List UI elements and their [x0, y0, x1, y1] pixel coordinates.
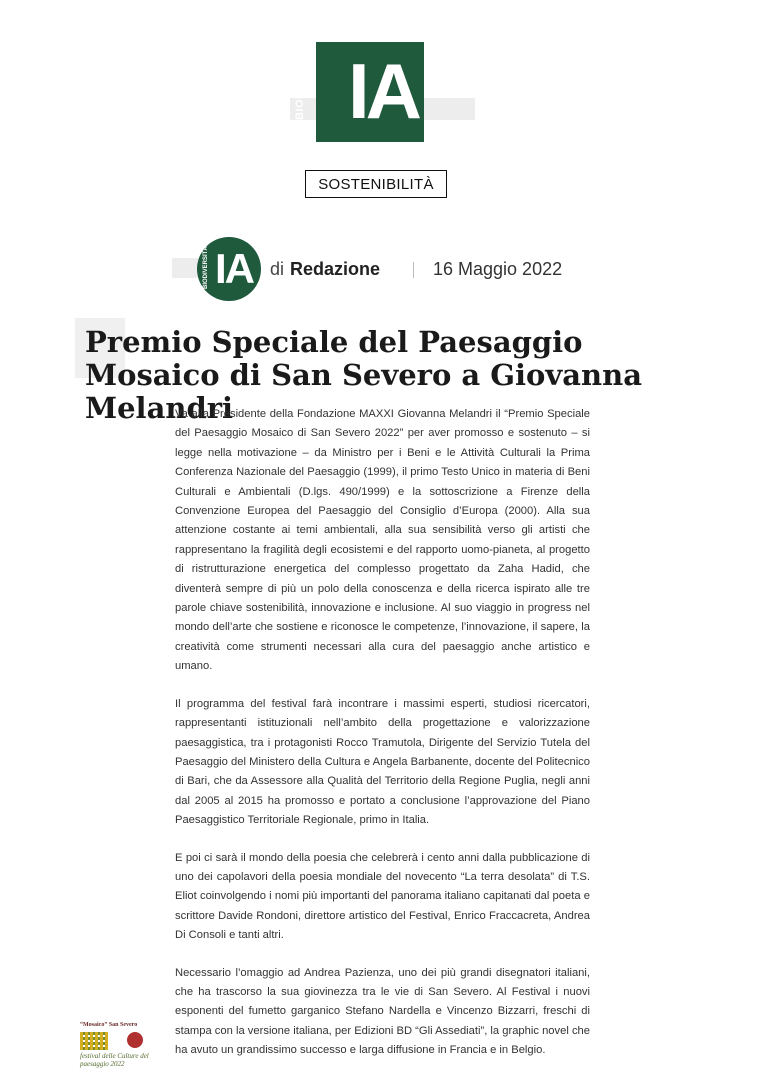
article-paragraph: Necessario l’omaggio ad Andrea Pazienza, uno dei più grandi disegnatori italiani, che ha trascorso la sua giovinezza tra le vie di San Severo. Al Festival i nuovi esponenti del fumetto garganico Stefano Nardella e Vincenzo Bizzarri, freschi di stampa con la versione italiana, per Edizioni BD “Gli Assediati”, la graphic novel che ha avuto un grandissimo successo e larga diffusione in Francia e in Belgio.: [175, 966, 590, 1057]
logo-vertical-text: BIODIVERSITÀ: [294, 35, 306, 120]
author-avatar[interactable]: [197, 237, 261, 301]
article-paragraph: Il programma del festival farà incontrare i massimi esperti, studiosi ricercatori, rappresentanti istituzionali nell’ambito della progettazione e valorizzazione paesaggistica, tra i protagonisti Rocco Tramutola, Dirigente del Servizio Tutela del Paesaggio del Ministero della Cultura e Angela Barbanente, docente del Politecnico di Bari, che da Assessore alla Qualità del Territorio della Regione Puglia, negli anni dal 2005 al 2015 ha promosso e portato a conclusione l’approvazione del Piano Paesaggistico Territoriale Regionale, primo in Italia.: [175, 697, 590, 827]
logo-big-text: IA: [348, 47, 418, 135]
article-body: [175, 405, 590, 1079]
festival-logo: [80, 1022, 149, 1072]
site-logo[interactable]: [294, 35, 424, 142]
byline: [270, 259, 380, 280]
author-link[interactable]: Redazione: [290, 259, 381, 279]
article-paragraph: Va alla Presidente della Fondazione MAXXI Giovanna Melandri il “Premio Speciale del Paesaggio Mosaico di San Severo 2022” per aver promosso e sostenuto – si legge nella motivazione – da Ministro per i Beni e le Attività Culturali la Prima Conferenza Nazionale del Paesaggio (1999), il primo Testo Unico in materia di Beni Culturali e Ambientali (D.lgs. 490/1999) e la sottoscrizione a Firenze della Convenzione Europea del Paesaggio del Consiglio d’Europa (2000). Alla sua attenzione costante ai temi ambientali, alla sua sensibilità verso gli artisti che rappresentano la fragilità degli ecosistemi e del rapporto uomo-pianeta, al progetto di ristrutturazione energetica del complesso progettato da Zaha Hadid, che diventerà sempre di più un polo della conoscenza e della ricerca ispirato alle tre parole chiave sostenibilità, innovazione e inclusione. Al suo viaggio in progress nel mondo dell’arte che sostiene e riconosce le competenze, l’innovazione, il sapere, la creatività come strumenti necessari alla cura del paesaggio anche artistico e umano.: [175, 408, 590, 673]
article-title: Premio Speciale del Paesaggio Mosaico di San Severo a Giovanna Melandri: [85, 325, 643, 425]
article-paragraph: E poi ci sarà il mondo della poesia che celebrerà i cento anni dalla pubblicazione di uno dei capolavori della poesia mondiale del novecento “La terra desolata” di T.S. Eliot coinvolgendo i nomi più importanti del panorama italiano capitanati dal poeta e scrittore Davide Rondoni, direttore artistico del Festival, Enrico Fraccacreta, Andrea Di Consoli e tanti altri.: [175, 851, 590, 942]
avatar-big-text: IA: [215, 245, 253, 292]
mosaic-icon: [80, 1032, 108, 1050]
avatar-vertical-text: BIODIVERSITÀ: [203, 246, 209, 289]
publish-date: 16 Maggio 2022: [433, 259, 563, 279]
category-tag[interactable]: SOSTENIBILITÀ: [305, 170, 447, 198]
byline-prefix: di: [270, 259, 285, 279]
festival-logo-title: “Mosaico” San Severo: [80, 1022, 138, 1028]
festival-logo-subtitle: festival delle Culture del paesaggio 2022: [80, 1052, 149, 1068]
emblem-icon: [127, 1032, 143, 1048]
byline-divider: [413, 262, 414, 278]
